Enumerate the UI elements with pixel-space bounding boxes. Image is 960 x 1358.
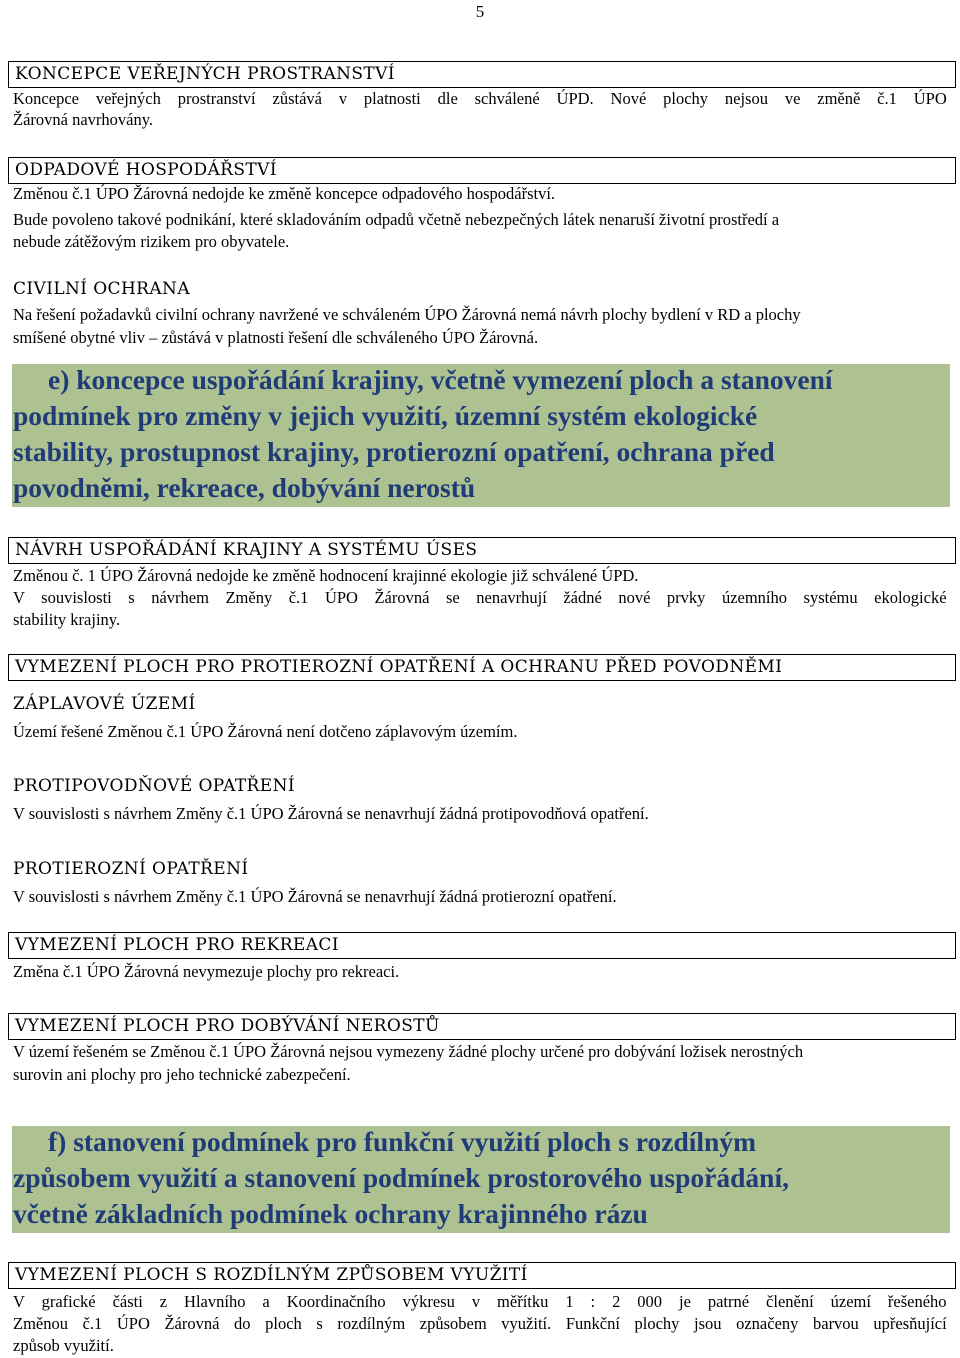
paragraph-line: Na řešení požadavků civilní ochrany navržené ve schváleném ÚPO Žárovná nemá návrh plochy bydlení v RD a plochy (13, 305, 801, 324)
chapter-f-title-line: f) stanovení podmínek pro funkční využití ploch s rozdílným (48, 1126, 756, 1157)
paragraph-line: způsob využití. (13, 1336, 114, 1355)
paragraph-line: Změnou č. 1 ÚPO Žárovná nedojde ke změně hodnocení krajinné ekologie již schválené ÚPD. (13, 566, 639, 585)
chapter-e-title-line: podmínek pro změny v jejich využití, územní systém ekologické (13, 400, 758, 431)
chapter-e-title-line: povodněmi, rekreace, dobývání nerostů (13, 472, 476, 503)
section-heading-uses: NÁVRH USPOŘÁDÁNÍ KRAJINY A SYSTÉMU ÚSES (8, 537, 956, 564)
paragraph-line: Území řešené Změnou č.1 ÚPO Žárovná není dotčeno záplavovým územím. (13, 722, 518, 741)
paragraph-line: V souvislosti s návrhem Změny č.1 ÚPO Žárovná se nenavrhují žádné nové prvky územního systému ekologické (13, 588, 947, 607)
page-number: 5 (475, 2, 485, 21)
paragraph-line: stability krajiny. (13, 610, 121, 629)
section-heading-public-space: KONCEPCE VEŘEJNÝCH PROSTRANSTVÍ (8, 61, 956, 88)
section-heading-mining: VYMEZENÍ PLOCH PRO DOBÝVÁNÍ NEROSTŮ (8, 1013, 956, 1040)
section-heading-different-use: VYMEZENÍ PLOCH S ROZDÍLNÝM ZPŮSOBEM VYUŽITÍ (8, 1262, 956, 1289)
subheading-anti-flood: PROTIPOVODŇOVÉ OPATŘENÍ (13, 776, 295, 796)
section-heading-recreation: VYMEZENÍ PLOCH PRO REKREACI (8, 932, 956, 959)
paragraph-line: Bude povoleno takové podnikání, které skladováním odpadů včetně nebezpečných látek nenaruší životní prostředí a (13, 210, 780, 229)
paragraph-line: Změnou č.1 ÚPO Žárovná nedojde ke změně koncepce odpadového hospodářství. (13, 184, 556, 203)
paragraph-line: V souvislosti s návrhem Změny č.1 ÚPO Žárovná se nenavrhují žádná protierozní opatření. (13, 887, 617, 906)
paragraph-line: nebude zátěžovým rizikem pro obyvatele. (13, 232, 290, 251)
paragraph-line: surovin ani plochy pro jeho technické zabezpečení. (13, 1065, 351, 1084)
section-heading-waste: ODPADOVÉ HOSPODÁŘSTVÍ (8, 157, 956, 184)
chapter-f-title-line: včetně základních podmínek ochrany krajinného rázu (13, 1198, 648, 1229)
chapter-e-title-line: stability, prostupnost krajiny, protierozní opatření, ochrana před (13, 436, 775, 467)
chapter-e-title-line: e) koncepce uspořádání krajiny, včetně vymezení ploch a stanovení (48, 364, 833, 395)
subheading-anti-erosion: PROTIEROZNÍ OPATŘENÍ (13, 859, 249, 879)
section-heading-civil: CIVILNÍ OCHRANA (13, 279, 190, 299)
paragraph-line: Žárovná navrhovány. (13, 110, 154, 129)
paragraph-line: Koncepce veřejných prostranství zůstává v platnosti dle schválené ÚPD. Nové plochy nejsou ve změně č.1 ÚPO (13, 89, 947, 108)
paragraph-line: V souvislosti s návrhem Změny č.1 ÚPO Žárovná se nenavrhují žádná protipovodňová opatření. (13, 804, 649, 823)
subheading-floodplain: ZÁPLAVOVÉ ÚZEMÍ (13, 694, 196, 714)
paragraph-line: Změna č.1 ÚPO Žárovná nevymezuje plochy pro rekreaci. (13, 962, 400, 981)
section-heading-flood-areas: VYMEZENÍ PLOCH PRO PROTIEROZNÍ OPATŘENÍ A OCHRANU PŘED POVODNĚMI (8, 654, 956, 681)
paragraph-line: Změnou č.1 ÚPO Žárovná do ploch s rozdílným způsobem využití. Funkční plochy jsou označeny barvou upřesňující (13, 1314, 947, 1333)
paragraph-line: V území řešeném se Změnou č.1 ÚPO Žárovná nejsou vymezeny žádné plochy určené pro dobývání ložisek nerostných (13, 1042, 804, 1061)
paragraph-line: smíšené obytné vliv – zůstává v platnosti řešení dle schváleného ÚPO Žárovná. (13, 328, 539, 347)
paragraph-line: V grafické části z Hlavního a Koordinačního výkresu v měřítku 1 : 2 000 je patrné členění území řešeného (13, 1292, 947, 1311)
chapter-f-title-line: způsobem využití a stanovení podmínek prostorového uspořádání, (13, 1162, 789, 1193)
